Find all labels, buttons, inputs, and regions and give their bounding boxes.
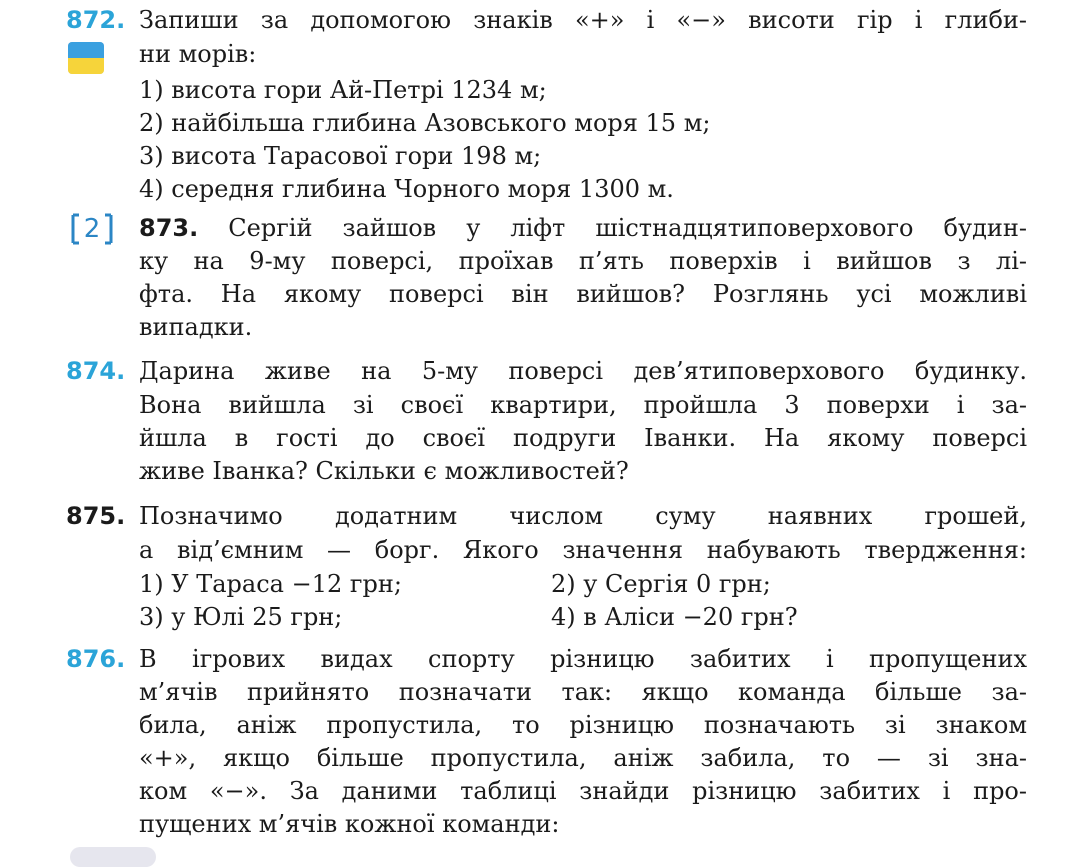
- list-item: 2) у Сергія 0 грн;: [551, 570, 771, 598]
- problem-text-line: била, аніж пропустила, то різницю позначають зі знаком: [139, 711, 1027, 739]
- problem-text-line: В ігрових видах спорту різницю забитих і пропущених: [139, 645, 1027, 673]
- problem-text-line: живе Іванка? Скільки є можливостей?: [139, 457, 629, 485]
- problem-text-line: ни морів:: [139, 40, 257, 68]
- problem-number: 873.: [139, 214, 199, 242]
- problem-text-line: йшла в гості до своєї подруги Іванки. На якому поверсі: [139, 424, 1027, 452]
- cut-off-table-tab: [70, 847, 156, 867]
- problem-number: 876.: [66, 645, 126, 673]
- ukraine-flag-icon: [68, 42, 104, 74]
- problem-text-line: Позначимо додатним числом суму наявних грошей,: [139, 502, 1027, 530]
- list-item: 1) У Тараса −12 грн;: [139, 570, 402, 598]
- problem-text-line: м’ячів прийнято позначати так: якщо команда більше за-: [139, 678, 1027, 706]
- problem-text: Сергій зайшов у ліфт шістнадцятиповерхового будин-: [228, 214, 1027, 242]
- list-item: 1) висота гори Ай-Петрі 1234 м;: [139, 76, 547, 104]
- list-item: 2) найбільша глибина Азовського моря 15 м;: [139, 109, 711, 137]
- problem-text-line: випадки.: [139, 313, 253, 341]
- problem-text-line: ку на 9-му поверсі, проїхав п’ять поверхів і вийшов з лі-: [139, 247, 1027, 275]
- problem-text-line: ком «−». За даними таблиці знайди різницю забитих і про-: [139, 777, 1027, 805]
- problem-text-line: фта. На якому поверсі він вийшов? Розглянь усі можливі: [139, 280, 1027, 308]
- problem-text-line: Запиши за допомогою знаків «+» і «−» висоти гір і глиби-: [139, 6, 1027, 34]
- problem-number: 874.: [66, 357, 126, 385]
- problem-number: 875.: [66, 502, 126, 530]
- list-item: 3) у Юлі 25 грн;: [139, 603, 343, 631]
- list-item: 4) середня глибина Чорного моря 1300 м.: [139, 175, 674, 203]
- problem-text-line: а від’ємним — борг. Якого значення набувають твердження:: [139, 536, 1027, 564]
- list-item: 3) висота Тарасової гори 198 м;: [139, 142, 542, 170]
- problem-text-line: Дарина живе на 5-му поверсі дев’ятиповерхового будинку.: [139, 357, 1027, 385]
- level-badge: [70, 212, 114, 246]
- problem-text-line: пущених м’ячів кожної команди:: [139, 810, 560, 838]
- problem-text-line: Вона вийшла зі своєї квартири, пройшла 3 поверхи і за-: [139, 391, 1027, 419]
- problem-text-line: «+», якщо більше пропустила, аніж забила, то — зі зна-: [139, 744, 1027, 772]
- list-item: 4) в Аліси −20 грн?: [551, 603, 798, 631]
- problem-number: 872.: [66, 6, 126, 34]
- level-number: 2: [83, 214, 101, 244]
- problem-text-line: [139, 212, 1027, 244]
